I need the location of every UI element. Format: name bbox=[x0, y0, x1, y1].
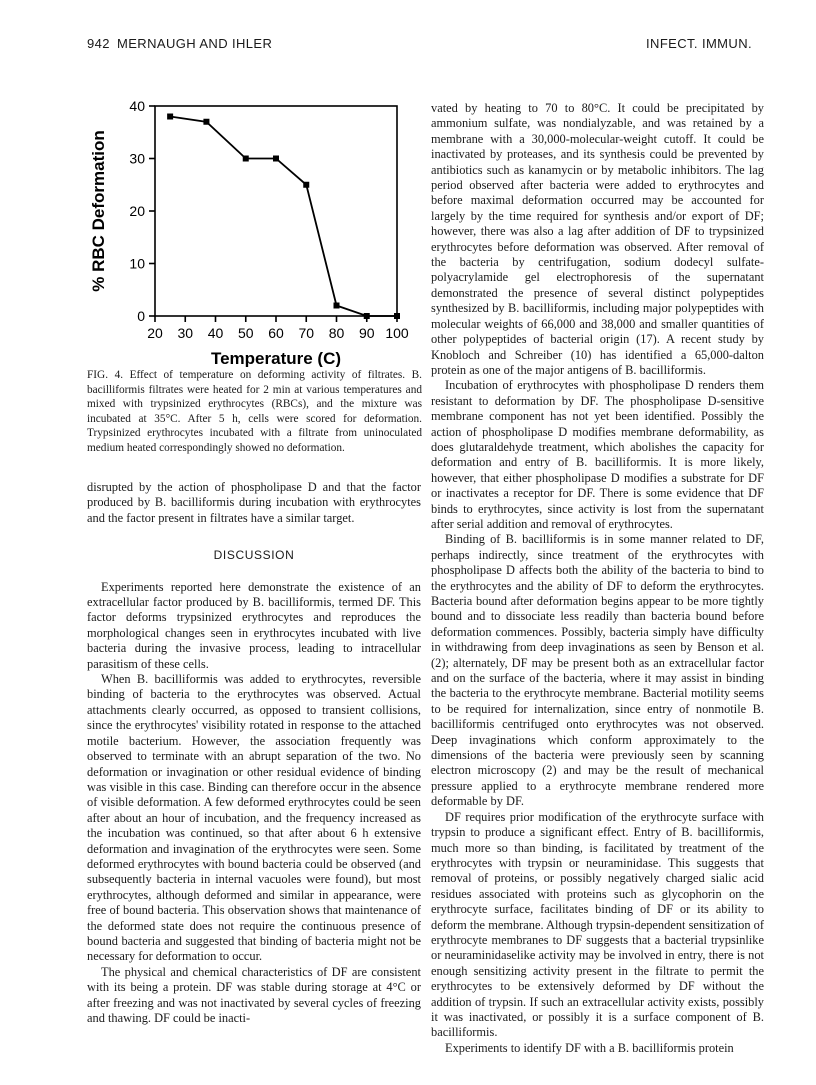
paragraph: disrupted by the action of phospholipase D and that the factor produced by B. bacilliformis during incubation with erythrocytes and the factor present in filtrates have a similar target. bbox=[87, 480, 421, 525]
page-number: 942 bbox=[87, 36, 110, 51]
x-tick-label: 20 bbox=[147, 325, 163, 341]
chart-svg bbox=[82, 92, 422, 367]
paragraph: When B. bacilliformis was added to erythrocytes, reversible binding of bacteria to the erythrocytes was observed. Actual attachments clearly occurred, as opposed to transient collisions, since the erythrocytes' visibility rotated in response to the attached motile bacterium. However, the association frequently was observed to terminate with an abrupt separation of the two. No deformation or invagination or other residual evidence of binding was visible in this case. Binding can therefore occur in the absence of visible deformation. A few deformed erythrocytes could be seen after about an hour of incubation, and the frequency increased as the incubation was continued, so that after about 6 h extensive deformation and invagination of the erythrocytes were seen. Some deformed erythrocytes with bound bacteria could be observed (and subsequently bacteria in internal vacuoles were found), but most erythrocytes, although deformed and similar in appearance, were free of bound bacteria. This observation shows that maintenance of the deformed state does not require the continuous presence of bound bacteria and suggested that binding of bacteria might not be necessary for deformation to occur. bbox=[87, 672, 421, 964]
y-tick-label: 0 bbox=[137, 308, 145, 324]
figure-caption bbox=[87, 368, 422, 456]
figure-caption-text: FIG. 4. Effect of temperature on deforming activity of filtrates. B. bacilliformis filtrates were heated for 2 min at various temperatures and mixed with trypsinized erythrocytes (RBCs), and the mixture was incubated at 35°C. After 5 h, cells were scored for deformation. Trypsinized erythrocytes incubated with a filtrate from uninoculated medium heated correspondingly showed no deformation. bbox=[87, 369, 422, 454]
plot-frame bbox=[155, 106, 397, 316]
y-tick-label: 30 bbox=[129, 150, 145, 167]
running-header bbox=[87, 36, 752, 54]
y-tick-label: 20 bbox=[129, 203, 145, 219]
x-tick-label: 70 bbox=[298, 325, 315, 341]
paragraph: Incubation of erythrocytes with phospholipase D renders them resistant to deformation by DF. The phospholipase D-sensitive membrane component has not yet been identified. Possibly the action of phospholipase D modifies membrane deformability, as does glutaraldehyde treatment, which abolishes the capacity for deformation and entry of B. bacilliformis. It is more likely, however, that either phospholipase D modifies a substrate for DF or inactivates a receptor for DF. There is some evidence that DF binds to erythrocytes, since activity is lost from the supernatant after serial addition and removal of erythrocytes. bbox=[431, 378, 764, 531]
x-axis-label: Temperature (C) bbox=[210, 349, 342, 367]
data-point bbox=[394, 313, 400, 319]
data-point bbox=[303, 182, 309, 188]
data-point bbox=[167, 114, 173, 120]
left-column bbox=[87, 480, 421, 1026]
paragraph: Experiments reported here demonstrate the existence of an extracellular factor produced by B. bacilliformis, termed DF. This factor deforms trypsinized erythrocytes and reproduces the morphological changes seen in erythrocytes incubated with live bacteria during the invasive process, leading to intracellular parasitism of these cells. bbox=[87, 579, 421, 671]
data-point bbox=[203, 119, 209, 125]
y-axis-label: % RBC Deformation bbox=[89, 130, 108, 292]
figure-4-chart bbox=[82, 92, 422, 367]
x-tick-label: 50 bbox=[237, 325, 254, 341]
data-point bbox=[364, 313, 370, 319]
paragraph: DF requires prior modification of the erythrocyte surface with trypsin to produce a significant effect. Entry of B. bacilliformis, much more so than binding, is facilitated by treatment of the erythrocytes with trypsin or neuraminidase. This suggests that removal of proteins, or possibly negatively charged sialic acid residues associated with proteins such as glycophorin on the erythrocyte surface, facilitates binding of DF or its ability to deform the membrane. Although trypsin-dependent sensitization of erythrocyte membranes to DF suggests that a bacterial trypsinlike or neuraminidaselike activity may be involved in entry, there is not enough sensitizing activity present in the filtrate to permit the erythrocytes to be extensively deformed by DF without the addition of trypsin. If such an extracellular activity exists, possibly it was inactivated, or possibly it is a surface component of B. bacilliformis. bbox=[431, 809, 764, 1040]
y-tick-label: 10 bbox=[129, 255, 145, 272]
paragraph: Experiments to identify DF with a B. bacilliformis protein bbox=[445, 1040, 734, 1055]
data-point bbox=[243, 156, 249, 162]
running-authors: MERNAUGH AND IHLER bbox=[117, 36, 273, 51]
data-point bbox=[334, 303, 340, 309]
paragraph: vated by heating to 70 to 80°C. It could be precipitated by ammonium sulfate, was nondialyzable, and was retained by a membrane with a 30,000-molecular-weight cutoff. It could be inactivated by proteases, and its synthesis could be prevented by antibiotics such as kanamycin or by metabolic inhibitors. The lag period observed after bacteria were added to erythrocytes and before maximal deformation occurred may be accounted for largely by the time required for synthesis and/or export of DF; however, there was also a lag after addition of DF to trypsinized erythrocytes before deformation was observed. After removal of the bacteria by centrifugation, sodium dodecyl sulfate-polyacrylamide gel electrophoresis of the supernatant demonstrated the presence of several distinct polypeptides synthesized by B. bacilliformis, including major polypeptides with molecular weights of 66,000 and 38,000 and smaller quantities of other polypeptides of bacterial origin (17). A recent study by Knobloch and Schreiber (10) has identified a 65,000-dalton protein as one of the major antigens of B. bacilliformis. bbox=[431, 101, 764, 377]
x-tick-label: 100 bbox=[385, 325, 409, 341]
journal-name: INFECT. IMMUN. bbox=[646, 36, 752, 51]
x-tick-label: 40 bbox=[207, 325, 224, 341]
series-line bbox=[170, 117, 397, 317]
x-tick-label: 90 bbox=[358, 325, 375, 341]
paragraph: The physical and chemical characteristics of DF are consistent with its being a protein. DF was stable during storage at 4°C or after freezing and was not inactivated by several cycles of freezing and thawing. DF could be inacti- bbox=[87, 964, 421, 1025]
section-heading-discussion: DISCUSSION bbox=[213, 548, 295, 563]
data-point bbox=[273, 156, 279, 162]
x-tick-label: 30 bbox=[177, 325, 194, 341]
x-tick-label: 60 bbox=[268, 325, 284, 341]
x-tick-label: 80 bbox=[328, 325, 345, 341]
y-tick-label: 40 bbox=[129, 98, 145, 114]
paragraph: Binding of B. bacilliformis is in some manner related to DF, perhaps indirectly, since treatment of the erythrocytes with phospholipase D affects both the ability of the bacteria to bind to the erythrocytes and the ability of DF to deform the erythrocytes. Bacteria bound after deformation begins appear to be more tightly bound and to dissociate less readily than bacteria bound before deformation commences. Possibly, bacteria simply have difficulty in withdrawing from deep invaginations as seen by Benson et al. (2); alternately, DF may be present both as an extracellular factor and on the surface of the bacteria, where it may assist in binding the bacteria to the erythrocyte membrane. Bacterial motility seems to be required for internalization, since entry of nonmotile B. bacilliformis centrifuged onto erythrocytes was not observed. Deep invaginations which conform approximately to the dimensions of the bacteria were previously seen by scanning electron microscopy (2) and may be the result of mechanical pressure applied to a erythrocyte membrane rendered more deformable by DF. bbox=[431, 532, 764, 809]
right-column bbox=[431, 101, 764, 1056]
